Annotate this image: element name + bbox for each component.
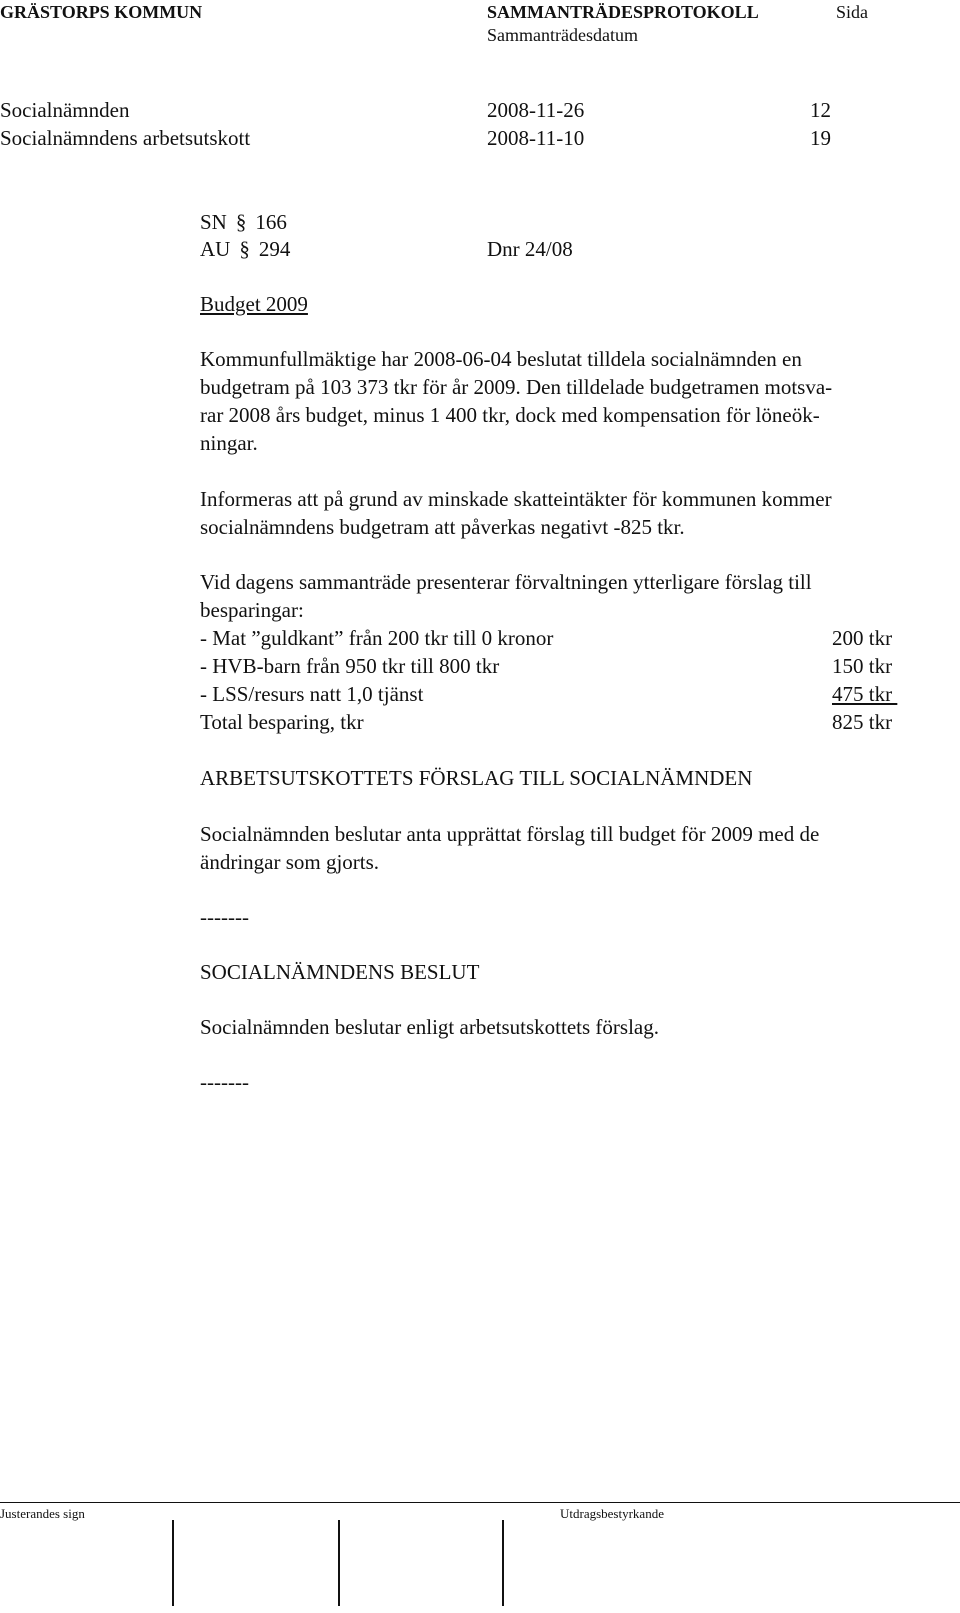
au-number: 294 xyxy=(258,237,291,261)
savings-item: - Mat ”guldkant” från 200 tkr till 0 kronor xyxy=(200,626,554,650)
savings-item: - LSS/resurs natt 1,0 tjänst xyxy=(200,682,424,706)
savings-item: - HVB-barn från 950 tkr till 800 tkr xyxy=(200,654,500,678)
paragraph-sign: § xyxy=(239,237,250,261)
meeting-date: 2008-11-10 xyxy=(487,126,585,150)
paragraph-sign: § xyxy=(235,210,247,234)
utdragsbestyrkande-label: Utdragsbestyrkande xyxy=(560,1506,664,1521)
paragraph-line: Kommunfullmäktige har 2008-06-04 beslutat tilldela socialnämnden en xyxy=(200,347,802,371)
footer-divider xyxy=(0,1502,960,1503)
meeting-date-label: Sammanträdesdatum xyxy=(487,25,638,45)
signature-box-divider xyxy=(338,1520,340,1606)
justerandes-sign-label: Justerandes sign xyxy=(0,1506,85,1521)
signature-box-divider xyxy=(172,1520,174,1606)
paragraph-line: socialnämndens budgetram att påverkas negativt -825 tkr. xyxy=(200,515,685,539)
meeting-body: Socialnämnden xyxy=(0,98,130,122)
savings-amount: 475 tkr xyxy=(832,682,898,706)
savings-total-label: Total besparing, tkr xyxy=(200,710,364,734)
sn-number: 166 xyxy=(255,210,287,234)
decision-heading: SOCIALNÄMNDENS BESLUT xyxy=(200,960,480,984)
separator: ------- xyxy=(200,1070,249,1094)
document-title: Budget 2009 xyxy=(200,292,308,316)
paragraph-line: besparingar: xyxy=(200,598,304,622)
meeting-page: 19 xyxy=(810,126,831,150)
au-proposal-heading: ARBETSUTSKOTTETS FÖRSLAG TILL SOCIALNÄMNDEN xyxy=(200,766,753,790)
au-label: AU xyxy=(200,237,231,261)
paragraph-line: Socialnämnden beslutar anta upprättat förslag till budget för 2009 med de xyxy=(200,822,820,846)
paragraph-line: ningar. xyxy=(200,431,258,455)
signature-box-divider xyxy=(502,1520,504,1606)
decision-text: Socialnämnden beslutar enligt arbetsutskottets förslag. xyxy=(200,1015,659,1039)
savings-amount: 150 tkr xyxy=(832,654,893,678)
meeting-date: 2008-11-26 xyxy=(487,98,585,122)
au-reference xyxy=(200,235,290,263)
sn-reference xyxy=(200,208,287,236)
savings-amount: 200 tkr xyxy=(832,626,893,650)
sn-label: SN xyxy=(200,210,227,234)
separator: ------- xyxy=(200,905,249,929)
meeting-page: 12 xyxy=(810,98,831,122)
paragraph-line: Vid dagens sammanträde presenterar förvaltningen ytterligare förslag till xyxy=(200,570,812,594)
savings-total-amount: 825 tkr xyxy=(832,710,893,734)
page-label: Sida xyxy=(836,2,869,22)
meeting-body: Socialnämndens arbetsutskott xyxy=(0,126,251,150)
paragraph-line: ändringar som gjorts. xyxy=(200,850,380,874)
municipality-name: GRÄSTORPS KOMMUN xyxy=(0,2,203,22)
document-type: SAMMANTRÄDESPROTOKOLL xyxy=(487,2,759,22)
paragraph-line: Informeras att på grund av minskade skatteintäkter för kommunen kommer xyxy=(200,487,832,511)
paragraph-line: rar 2008 års budget, minus 1 400 tkr, dock med kompensation för löneök- xyxy=(200,403,820,427)
paragraph-line: budgetram på 103 373 tkr för år 2009. Den tilldelade budgetramen motsva- xyxy=(200,375,833,399)
case-number: Dnr 24/08 xyxy=(487,237,573,261)
